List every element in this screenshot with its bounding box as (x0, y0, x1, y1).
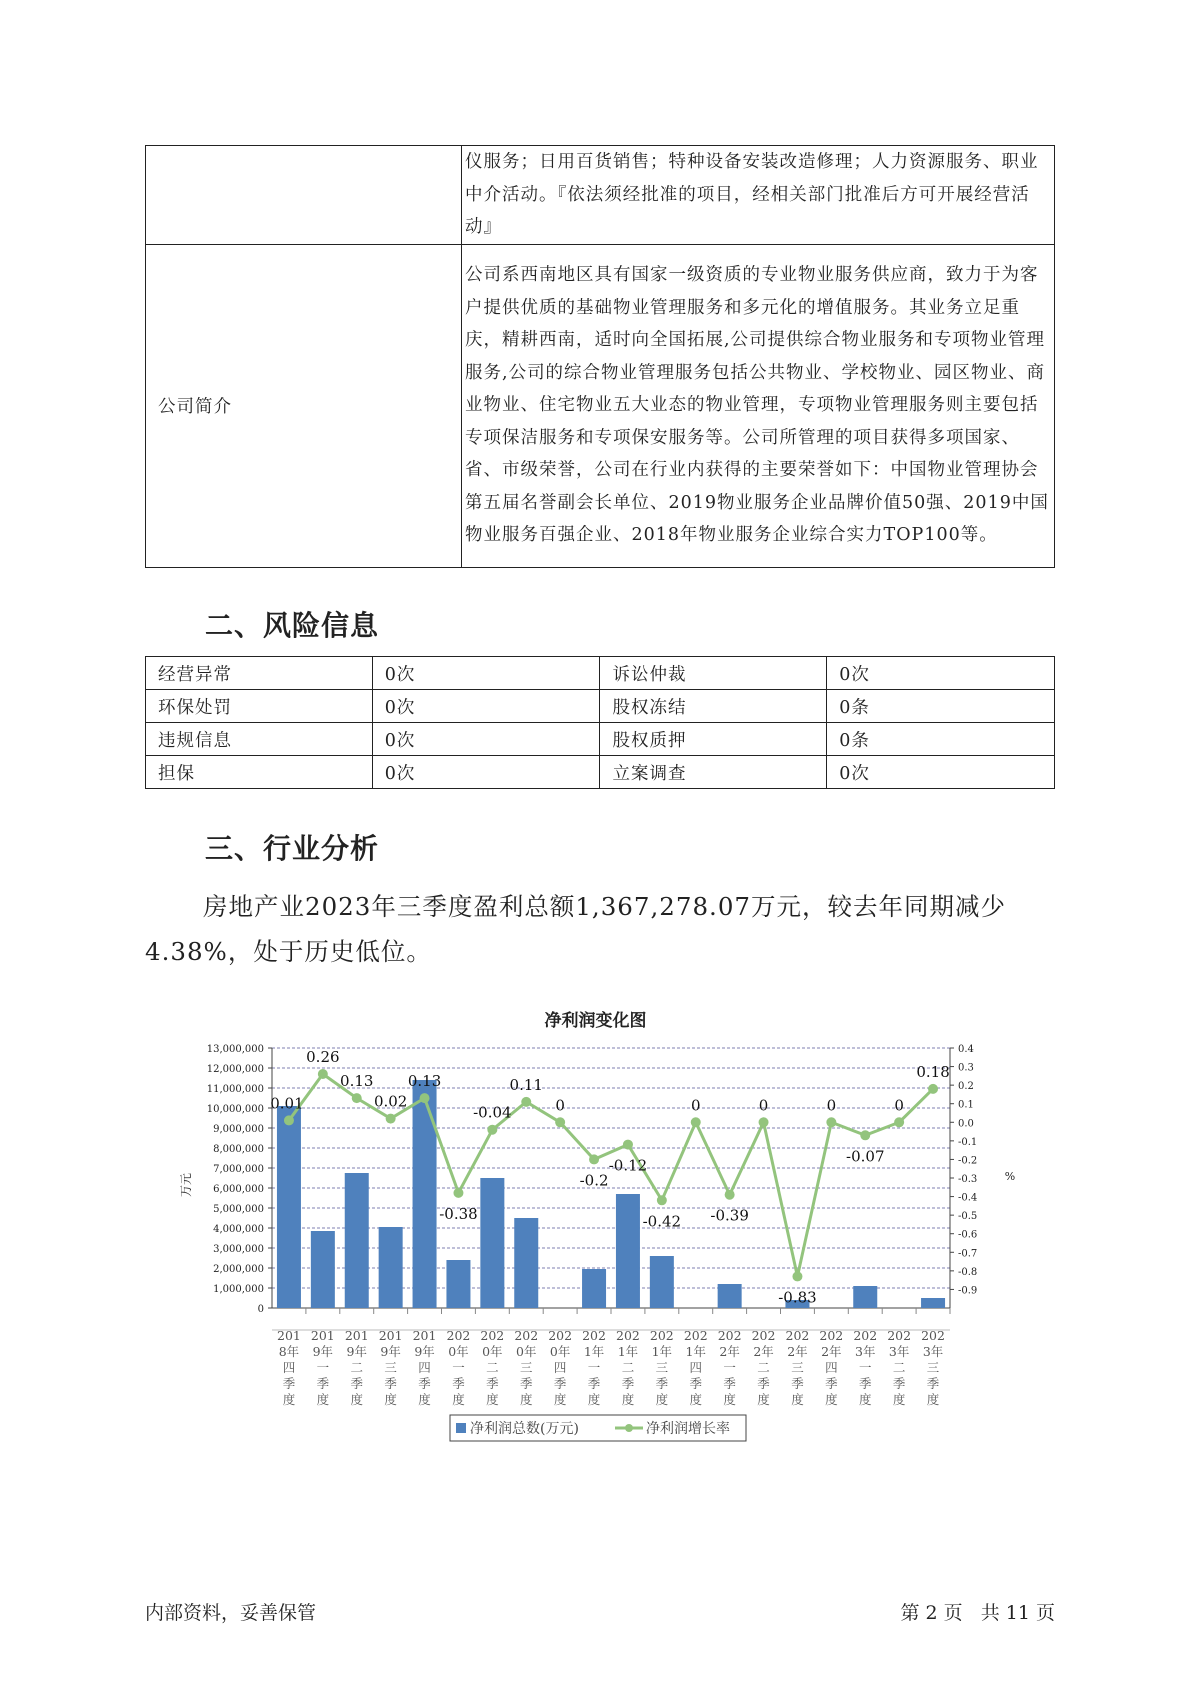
growth-rate-label: -0.39 (710, 1206, 749, 1225)
x-tick-label: 三 (519, 1360, 533, 1375)
x-tick-label: 三 (926, 1360, 940, 1375)
risk-value: 0次 (372, 657, 600, 690)
y2-tick-label: -0.1 (958, 1136, 978, 1148)
growth-rate-point (352, 1093, 362, 1103)
bar (616, 1194, 640, 1308)
x-tick-label: 202 (717, 1328, 742, 1343)
x-tick-label: 季 (892, 1376, 906, 1391)
x-tick-label: 3年 (922, 1344, 944, 1359)
x-tick-label: 201 (378, 1328, 403, 1343)
bar (311, 1231, 335, 1308)
growth-rate-label: -0.38 (439, 1204, 478, 1223)
x-tick-label: 2年 (753, 1344, 774, 1359)
x-tick-label: 201 (412, 1328, 437, 1343)
growth-rate-point (453, 1188, 463, 1198)
growth-rate-label: 0 (555, 1096, 565, 1115)
x-tick-label: 度 (723, 1392, 736, 1407)
x-tick-label: 二 (757, 1360, 770, 1375)
y-tick-label: 7,000,000 (213, 1164, 264, 1175)
legend-line-label: 净利润增长率 (646, 1421, 730, 1437)
table-row (146, 756, 1055, 789)
bar (921, 1298, 945, 1308)
bar (480, 1178, 504, 1308)
growth-rate-label: -0.07 (846, 1147, 885, 1166)
x-tick-label: 202 (921, 1328, 945, 1343)
x-tick-label: 202 (683, 1328, 708, 1343)
table-row (146, 244, 1055, 567)
x-tick-label: 2年 (719, 1344, 740, 1359)
y-tick-label: 3,000,000 (213, 1244, 264, 1255)
x-tick-label: 9年 (346, 1344, 367, 1359)
x-tick-label: 0年 (516, 1344, 537, 1359)
x-tick-label: 一 (858, 1360, 872, 1375)
x-tick-label: 202 (785, 1328, 810, 1343)
y2-axis-label: % (1004, 1170, 1016, 1183)
y2-tick-label: -0.2 (958, 1155, 978, 1167)
bar (413, 1080, 437, 1308)
x-tick-label: 度 (858, 1392, 872, 1407)
y-tick-label: 11,000,000 (206, 1084, 264, 1095)
growth-rate-label: 0.26 (306, 1048, 340, 1066)
x-tick-label: 8年 (278, 1344, 300, 1359)
y-tick-label: 13,000,000 (206, 1044, 264, 1055)
y-tick-label: 1,000,000 (213, 1284, 264, 1295)
x-tick-label: 四 (689, 1360, 703, 1375)
risk-value: 0次 (372, 690, 600, 723)
x-tick-label: 度 (350, 1392, 364, 1407)
x-tick-label: 季 (486, 1376, 499, 1391)
x-tick-label: 季 (452, 1376, 465, 1391)
growth-rate-point (623, 1140, 633, 1150)
x-tick-label: 四 (825, 1360, 838, 1375)
y-tick-label: 2,000,000 (213, 1264, 264, 1275)
x-tick-label: 202 (514, 1328, 539, 1343)
x-tick-label: 1年 (685, 1344, 706, 1359)
x-tick-label: 202 (446, 1328, 471, 1343)
y2-tick-label: -0.8 (958, 1266, 978, 1278)
table-row (146, 146, 1055, 245)
y2-tick-label: -0.5 (958, 1211, 978, 1223)
x-tick-label: 201 (310, 1328, 335, 1343)
company-intro-text: 公司系西南地区具有国家一级资质的专业物业服务供应商，致力于为客户提供优质的基础物业管理服务和多元化的增值服务。其业务立足重庆，精耕西南，适时向全国拓展,公司提供综合物业服务和专项物业管理服务,公司的综合物业管理服务包括公共物业、学校物业、园区物业、商业物业、住宅物业五大业态的物业管理，专项物业管理服务则主要包括专项保洁服务和专项保安服务等。公司所管理的项目获得多项国家、省、市级荣誉，公司在行业内获得的主要荣誉如下：中国物业管理协会第五届名誉副会长单位、2019物业服务企业品牌价值50强、2019中国物业服务百强企业、2018年物业服务企业综合实力TOP100等。 (462, 244, 1055, 567)
x-tick-label: 季 (689, 1376, 703, 1391)
x-tick-label: 一 (723, 1360, 736, 1375)
y2-tick-label: 0.4 (958, 1044, 974, 1055)
x-tick-label: 0年 (448, 1344, 469, 1359)
growth-rate-point (318, 1069, 328, 1079)
growth-rate-label: 0 (894, 1096, 904, 1115)
y2-tick-label: 0.1 (958, 1099, 974, 1111)
x-tick-label: 度 (757, 1392, 770, 1407)
x-tick-label: 二 (486, 1360, 499, 1375)
risk-value: 0次 (372, 756, 600, 789)
y-tick-label: 6,000,000 (213, 1184, 264, 1195)
y-tick-label: 12,000,000 (206, 1064, 264, 1075)
y-tick-label: 4,000,000 (213, 1224, 264, 1235)
x-tick-label: 度 (791, 1392, 804, 1407)
y2-tick-label: -0.3 (958, 1174, 978, 1185)
growth-rate-point (759, 1117, 769, 1127)
risk-label: 股权冻结 (600, 690, 827, 723)
x-tick-label: 202 (819, 1328, 844, 1343)
bar (718, 1284, 742, 1308)
x-tick-label: 度 (519, 1392, 533, 1407)
growth-rate-label: 0.11 (509, 1075, 543, 1094)
x-tick-label: 202 (548, 1328, 573, 1343)
growth-rate-label: 0 (758, 1096, 769, 1115)
bar (277, 1106, 301, 1308)
x-tick-label: 四 (553, 1360, 567, 1375)
growth-rate-point (826, 1117, 836, 1127)
x-tick-label: 201 (277, 1328, 301, 1343)
x-tick-label: 季 (350, 1376, 364, 1391)
x-tick-label: 三 (655, 1360, 669, 1375)
business-scope-text: 仪服务；日用百货销售；特种设备安装改造修理；人力资源服务、职业中介活动。『依法须经批准的项目，经相关部门批准后方可开展经营活动』 (462, 146, 1055, 245)
x-tick-label: 季 (757, 1376, 770, 1391)
x-tick-label: 度 (689, 1392, 703, 1407)
growth-rate-point (894, 1117, 904, 1127)
x-tick-label: 2年 (821, 1344, 842, 1359)
growth-rate-point (589, 1154, 599, 1164)
growth-rate-label: 0.02 (373, 1092, 408, 1111)
x-tick-label: 202 (887, 1328, 912, 1343)
risk-label: 违规信息 (146, 723, 373, 756)
y-axis-label: 万元 (179, 1172, 193, 1198)
growth-rate-point (792, 1271, 802, 1281)
analysis-paragraph: 房地产业2023年三季度盈利总额1,367,278.07万元，较去年同期减少4.38%，处于历史低位。 (145, 892, 1007, 966)
y-tick-label: 5,000,000 (213, 1204, 264, 1215)
x-tick-label: 1年 (617, 1344, 639, 1359)
y-tick-label: 0 (257, 1304, 264, 1315)
y2-tick-label: -0.7 (958, 1248, 978, 1260)
x-tick-label: 度 (587, 1392, 601, 1407)
info-label-empty (146, 146, 462, 245)
x-tick-label: 202 (853, 1328, 878, 1343)
risk-value: 0次 (827, 657, 1055, 690)
x-tick-label: 202 (751, 1328, 776, 1343)
growth-rate-point (487, 1125, 497, 1135)
footer-page-number: 第 2 页 共 11 页 (900, 1602, 1055, 1624)
growth-rate-point (860, 1130, 870, 1140)
x-tick-label: 一 (587, 1360, 601, 1375)
y2-tick-label: 0.3 (958, 1062, 974, 1074)
y2-tick-label: -0.4 (958, 1192, 978, 1204)
x-tick-label: 季 (655, 1376, 669, 1391)
x-tick-label: 度 (926, 1392, 940, 1407)
bar (514, 1218, 538, 1308)
x-tick-label: 季 (519, 1376, 533, 1391)
bar (345, 1173, 369, 1308)
growth-rate-label: 0.13 (407, 1072, 442, 1091)
risk-label: 股权质押 (600, 723, 827, 756)
x-tick-label: 二 (621, 1360, 635, 1375)
y2-tick-label: -0.9 (958, 1285, 978, 1297)
x-tick-label: 一 (316, 1360, 330, 1375)
table-row (146, 690, 1055, 723)
x-tick-label: 度 (655, 1392, 669, 1407)
x-tick-label: 202 (616, 1328, 640, 1343)
x-tick-label: 季 (825, 1376, 838, 1391)
x-tick-label: 202 (649, 1328, 674, 1343)
x-tick-label: 季 (587, 1376, 601, 1391)
x-tick-label: 度 (384, 1392, 397, 1407)
company-info-table (145, 145, 1055, 568)
y-tick-label: 10,000,000 (206, 1104, 264, 1115)
growth-rate-label: 0 (690, 1096, 701, 1115)
risk-label: 经营异常 (146, 657, 373, 690)
x-tick-label: 0年 (549, 1344, 571, 1359)
x-tick-label: 201 (344, 1328, 369, 1343)
risk-label: 立案调查 (600, 756, 827, 789)
x-tick-label: 1年 (651, 1344, 673, 1359)
risk-label: 诉讼仲裁 (600, 657, 827, 690)
x-tick-label: 9年 (312, 1344, 334, 1359)
growth-rate-label: 0.18 (916, 1062, 950, 1081)
x-tick-label: 四 (282, 1360, 296, 1375)
company-intro-label: 公司简介 (146, 244, 462, 567)
x-tick-label: 度 (486, 1392, 499, 1407)
bar (379, 1227, 403, 1308)
x-tick-label: 三 (791, 1360, 804, 1375)
growth-rate-point (725, 1190, 735, 1200)
y-tick-label: 9,000,000 (213, 1124, 264, 1135)
x-tick-label: 度 (825, 1392, 838, 1407)
growth-rate-label: 0.13 (340, 1072, 374, 1091)
legend-line-marker (625, 1424, 633, 1432)
section-title-industry: 三、行业分析 (205, 832, 380, 865)
x-tick-label: 度 (452, 1392, 465, 1407)
x-tick-label: 3年 (888, 1344, 910, 1359)
x-tick-label: 季 (418, 1376, 431, 1391)
risk-value: 0次 (827, 756, 1055, 789)
legend-bar-label: 净利润总数(万元) (470, 1421, 579, 1437)
bar (650, 1256, 674, 1308)
y2-tick-label: -0.6 (958, 1229, 978, 1241)
x-tick-label: 季 (316, 1376, 330, 1391)
bar (582, 1269, 606, 1308)
x-tick-label: 季 (553, 1376, 567, 1391)
bar (853, 1286, 877, 1308)
x-tick-label: 季 (621, 1376, 635, 1391)
y-tick-label: 8,000,000 (213, 1144, 264, 1155)
growth-rate-point (386, 1114, 396, 1124)
growth-rate-label: -0.12 (608, 1156, 648, 1175)
risk-label: 环保处罚 (146, 690, 373, 723)
growth-rate-label: -0.42 (642, 1212, 682, 1231)
growth-rate-label: -0.04 (473, 1103, 512, 1122)
x-tick-label: 9年 (414, 1344, 435, 1359)
x-tick-label: 季 (858, 1376, 872, 1391)
growth-rate-point (928, 1084, 938, 1094)
growth-rate-label: 0 (826, 1096, 837, 1115)
growth-rate-point (657, 1195, 667, 1205)
x-tick-label: 季 (723, 1376, 736, 1391)
x-tick-label: 度 (316, 1392, 330, 1407)
x-tick-label: 三 (384, 1360, 397, 1375)
x-tick-label: 2年 (787, 1344, 808, 1359)
risk-value: 0条 (827, 723, 1055, 756)
x-tick-label: 二 (892, 1360, 906, 1375)
x-tick-label: 202 (480, 1328, 505, 1343)
x-tick-label: 202 (582, 1328, 606, 1343)
risk-info-table (145, 656, 1055, 789)
growth-rate-point (521, 1097, 531, 1107)
growth-rate-point (691, 1117, 701, 1127)
net-profit-chart (0, 1030, 1191, 1460)
growth-rate-label: -0.83 (778, 1288, 817, 1307)
footer-confidential: 内部资料，妥善保管 (145, 1602, 317, 1624)
legend-bar-swatch (456, 1423, 466, 1433)
x-tick-label: 3年 (855, 1344, 876, 1359)
x-tick-label: 度 (621, 1392, 635, 1407)
x-tick-label: 季 (282, 1376, 296, 1391)
x-tick-label: 四 (418, 1360, 431, 1375)
x-tick-label: 9年 (380, 1344, 401, 1359)
x-tick-label: 度 (282, 1392, 296, 1407)
growth-rate-label: 0.01 (270, 1094, 304, 1113)
table-row (146, 723, 1055, 756)
x-tick-label: 一 (452, 1360, 465, 1375)
x-tick-label: 季 (791, 1376, 804, 1391)
growth-rate-point (420, 1093, 430, 1103)
growth-rate-label: -0.2 (579, 1171, 609, 1190)
x-tick-label: 二 (350, 1360, 364, 1375)
table-row (146, 657, 1055, 690)
x-tick-label: 季 (926, 1376, 940, 1391)
risk-value: 0条 (827, 690, 1055, 723)
x-tick-label: 1年 (583, 1344, 605, 1359)
x-tick-label: 度 (418, 1392, 431, 1407)
bar (446, 1260, 470, 1308)
risk-label: 担保 (146, 756, 373, 789)
x-tick-label: 0年 (482, 1344, 503, 1359)
x-tick-label: 季 (384, 1376, 397, 1391)
section-title-risk: 二、风险信息 (205, 609, 380, 642)
risk-value: 0次 (372, 723, 600, 756)
chart-title: 净利润变化图 (544, 1011, 647, 1031)
growth-rate-point (555, 1117, 565, 1127)
x-tick-label: 度 (553, 1392, 567, 1407)
y2-tick-label: 0.2 (958, 1081, 974, 1093)
growth-rate-point (284, 1115, 294, 1125)
y2-tick-label: 0.0 (958, 1118, 974, 1130)
x-tick-label: 度 (892, 1392, 906, 1407)
